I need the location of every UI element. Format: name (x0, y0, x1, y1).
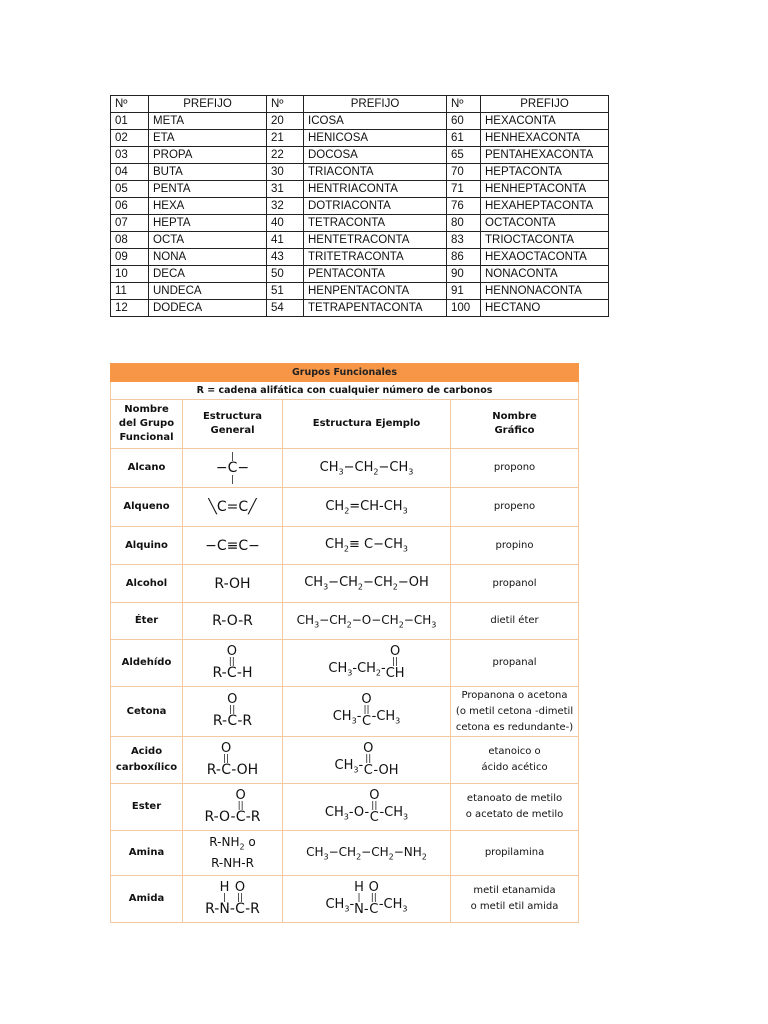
fg-row-eter (111, 603, 579, 640)
fg-name: Cetona (111, 687, 183, 737)
fg-example-structure (283, 687, 451, 737)
fg-definition-row (111, 382, 579, 400)
structure-formula: R- O || C -R (212, 692, 253, 729)
prefix-number: 04 (111, 164, 149, 181)
fg-name: Acido carboxílico (111, 737, 183, 784)
prefix-name: TRITETRACONTA (304, 249, 447, 266)
prefix-number: 30 (267, 164, 304, 181)
prefix-name: HEPTA (149, 215, 267, 232)
prefix-number: 21 (267, 130, 304, 147)
prefix-name: HENHEPTACONTA (481, 181, 609, 198)
structure-formula: $CH_3-$ O || C $-CH_3$ (332, 692, 401, 729)
structure-formula: $CH_3-O-$ O || C $-CH_3$ (324, 787, 409, 825)
prefix-name: HENTRIACONTA (304, 181, 447, 198)
header-number: Nº (267, 96, 304, 113)
header-prefix: PREFIJO (304, 96, 447, 113)
fg-row-alquino (111, 527, 579, 565)
prefix-name: OCTA (149, 232, 267, 249)
col-header-name-line: Nombre (124, 404, 169, 415)
fg-example-structure: $CH_3-CH_2-O-CH_2-CH_3$ (283, 603, 451, 640)
prefix-number: 22 (267, 147, 304, 164)
col-header-graphic-line: Gráfico (494, 425, 535, 436)
prefix-name: NONACONTA (481, 266, 609, 283)
fg-example-structure (283, 784, 451, 831)
col-header-name (111, 400, 183, 449)
fg-general-structure (183, 784, 283, 831)
prefix-name: DOCOSA (304, 147, 447, 164)
prefix-number: 08 (111, 232, 149, 249)
structure-formula: $CH_3-$ H | N - O || C $-CH_3$ (325, 879, 408, 917)
prefix-number: 51 (267, 283, 304, 300)
prefix-name: HEXAOCTACONTA (481, 249, 609, 266)
functional-groups-table (110, 363, 579, 923)
header-number: Nº (447, 96, 481, 113)
prefix-number: 54 (267, 300, 304, 317)
fg-row-cetona (111, 687, 579, 737)
fg-name: Amida (111, 876, 183, 923)
fg-name: Éter (111, 603, 183, 640)
prefix-name: PENTAHEXACONTA (481, 147, 609, 164)
fg-row-aldehido (111, 640, 579, 687)
col-header-general-line: Estructura (202, 411, 263, 422)
fg-row-ester (111, 784, 579, 831)
col-header-example: Estructura Ejemplo (283, 400, 451, 449)
fg-graphic-name: etanoato de metilo o acetato de metilo (451, 784, 579, 831)
prefix-name: HENPENTACONTA (304, 283, 447, 300)
prefix-row (111, 147, 609, 164)
prefix-name: ICOSA (304, 113, 447, 130)
prefix-name: DOTRIACONTA (304, 198, 447, 215)
prefix-number: 01 (111, 113, 149, 130)
prefix-number: 60 (447, 113, 481, 130)
col-header-graphic (451, 400, 579, 449)
prefix-number: 12 (111, 300, 149, 317)
prefix-name: UNDECA (149, 283, 267, 300)
fg-row-amida (111, 876, 579, 923)
prefix-row (111, 164, 609, 181)
prefix-number: 80 (447, 215, 481, 232)
prefix-number: 05 (111, 181, 149, 198)
col-header-name-line: del Grupo (118, 418, 175, 429)
prefix-row (111, 181, 609, 198)
fg-general-structure: R-O-R (183, 603, 283, 640)
structure-formula: R- O || C -OH (206, 740, 259, 778)
fg-name: Ester (111, 784, 183, 831)
prefix-header-row (111, 96, 609, 113)
prefix-row (111, 130, 609, 147)
structure-formula: $CH_3-CH_2-$ O || CH (328, 643, 405, 681)
prefix-name: DODECA (149, 300, 267, 317)
prefix-name: PROPA (149, 147, 267, 164)
col-header-general (183, 400, 283, 449)
fg-general-structure: R-OH (183, 565, 283, 603)
fg-name: Aldehído (111, 640, 183, 687)
col-header-graphic-line: Nombre (492, 411, 537, 422)
fg-name: Alcohol (111, 565, 183, 603)
prefix-number: 41 (267, 232, 304, 249)
structure-formula: $CH_3-$ O || C -OH (334, 740, 399, 778)
prefix-number: 20 (267, 113, 304, 130)
fg-example-structure: $CH_2=CH-CH_3$ (283, 488, 451, 527)
fg-graphic-name: dietil éter (451, 603, 579, 640)
fg-graphic-name: propanal (451, 640, 579, 687)
fg-row-alqueno (111, 488, 579, 527)
fg-graphic-name: metil etanamida o metil etil amida (451, 876, 579, 923)
prefix-row (111, 283, 609, 300)
fg-example-structure: $CH_3-CH_2-CH_2-OH$ (283, 565, 451, 603)
header-prefix: PREFIJO (149, 96, 267, 113)
fg-example-structure (283, 876, 451, 923)
prefix-row (111, 300, 609, 317)
fg-graphic-name: propino (451, 527, 579, 565)
prefix-number: 43 (267, 249, 304, 266)
fg-general-structure (183, 687, 283, 737)
fg-example-structure: $CH_3-CH_2-CH_3$ (283, 449, 451, 488)
prefix-name: DECA (149, 266, 267, 283)
fg-example-structure (283, 640, 451, 687)
fg-column-header-row (111, 400, 579, 449)
prefix-name: HENICOSA (304, 130, 447, 147)
prefix-number: 50 (267, 266, 304, 283)
prefix-name: TETRAPENTACONTA (304, 300, 447, 317)
col-header-general-line: General (210, 425, 255, 436)
col-header-name-line: Funcional (119, 432, 174, 443)
prefix-number: 40 (267, 215, 304, 232)
fg-general-structure: $R-NH_2$ o R-NH-R (183, 831, 283, 876)
prefix-name: TRIOCTACONTA (481, 232, 609, 249)
fg-definition: R = cadena alifática con cualquier número de carbonos (111, 382, 579, 400)
prefix-name: META (149, 113, 267, 130)
structure-formula: R- H | N - O || C -R (205, 879, 260, 917)
header-number: Nº (111, 96, 149, 113)
prefix-row (111, 232, 609, 249)
fg-general-structure (183, 640, 283, 687)
prefix-row (111, 198, 609, 215)
fg-general-structure: ╲C=C╱ (183, 488, 283, 527)
prefix-row (111, 266, 609, 283)
fg-example-structure (283, 737, 451, 784)
prefix-name: BUTA (149, 164, 267, 181)
prefix-number: 09 (111, 249, 149, 266)
prefix-row (111, 249, 609, 266)
fg-graphic-name: etanoico o ácido acético (451, 737, 579, 784)
fg-graphic-name: propilamina (451, 831, 579, 876)
fg-title-row (111, 364, 579, 382)
prefix-number: 06 (111, 198, 149, 215)
structure-formula: R-O- O || C -R (204, 787, 261, 825)
header-prefix: PREFIJO (481, 96, 609, 113)
prefix-name: HENNONACONTA (481, 283, 609, 300)
fg-example-structure: $CH_3-CH_2-CH_2-NH_2$ (283, 831, 451, 876)
prefix-name: HEXA (149, 198, 267, 215)
prefix-name: HEXAHEPTACONTA (481, 198, 609, 215)
prefix-number: 100 (447, 300, 481, 317)
prefix-number: 83 (447, 232, 481, 249)
prefix-name: HECTANO (481, 300, 609, 317)
prefix-row (111, 113, 609, 130)
fg-row-alcohol (111, 565, 579, 603)
fg-graphic-name: Propanona o acetona (o metil cetona -dimetil cetona es redundante-) (451, 687, 579, 737)
prefix-number: 11 (111, 283, 149, 300)
fg-name: Alqueno (111, 488, 183, 527)
prefix-name: PENTA (149, 181, 267, 198)
prefix-number: 32 (267, 198, 304, 215)
prefix-row (111, 215, 609, 232)
prefix-name: HEXACONTA (481, 113, 609, 130)
fg-general-structure (183, 449, 283, 488)
prefix-number: 02 (111, 130, 149, 147)
structure-formula: R- O || C -H (212, 643, 253, 681)
fg-title: Grupos Funcionales (111, 364, 579, 382)
prefix-number: 76 (447, 198, 481, 215)
prefix-number: 70 (447, 164, 481, 181)
fg-general-structure (183, 737, 283, 784)
prefix-number: 03 (111, 147, 149, 164)
prefix-name: HENTETRACONTA (304, 232, 447, 249)
prefix-number: 91 (447, 283, 481, 300)
prefix-name: HEPTACONTA (481, 164, 609, 181)
fg-graphic-name: propanol (451, 565, 579, 603)
prefix-number: 86 (447, 249, 481, 266)
prefix-number: 10 (111, 266, 149, 283)
prefix-number: 90 (447, 266, 481, 283)
fg-row-alcano (111, 449, 579, 488)
fg-row-amina (111, 831, 579, 876)
prefix-table-body (111, 113, 609, 317)
fg-graphic-name: propono (451, 449, 579, 488)
prefix-number: 61 (447, 130, 481, 147)
prefix-name: PENTACONTA (304, 266, 447, 283)
fg-name: Amina (111, 831, 183, 876)
fg-general-structure: −C≡C− (183, 527, 283, 565)
fg-name: Alquino (111, 527, 183, 565)
fg-graphic-name: propeno (451, 488, 579, 527)
prefix-number: 31 (267, 181, 304, 198)
structure-formula: − | C | − (215, 451, 250, 485)
prefix-number: 65 (447, 147, 481, 164)
prefix-name: TETRACONTA (304, 215, 447, 232)
prefix-name: HENHEXACONTA (481, 130, 609, 147)
fg-row-acido (111, 737, 579, 784)
prefix-name: NONA (149, 249, 267, 266)
prefix-number: 07 (111, 215, 149, 232)
fg-general-structure (183, 876, 283, 923)
prefix-name: OCTACONTA (481, 215, 609, 232)
fg-example-structure: $CH_2\equiv C-CH_3$ (283, 527, 451, 565)
prefix-table (110, 95, 609, 317)
fg-name: Alcano (111, 449, 183, 488)
prefix-number: 71 (447, 181, 481, 198)
prefix-name: TRIACONTA (304, 164, 447, 181)
prefix-name: ETA (149, 130, 267, 147)
